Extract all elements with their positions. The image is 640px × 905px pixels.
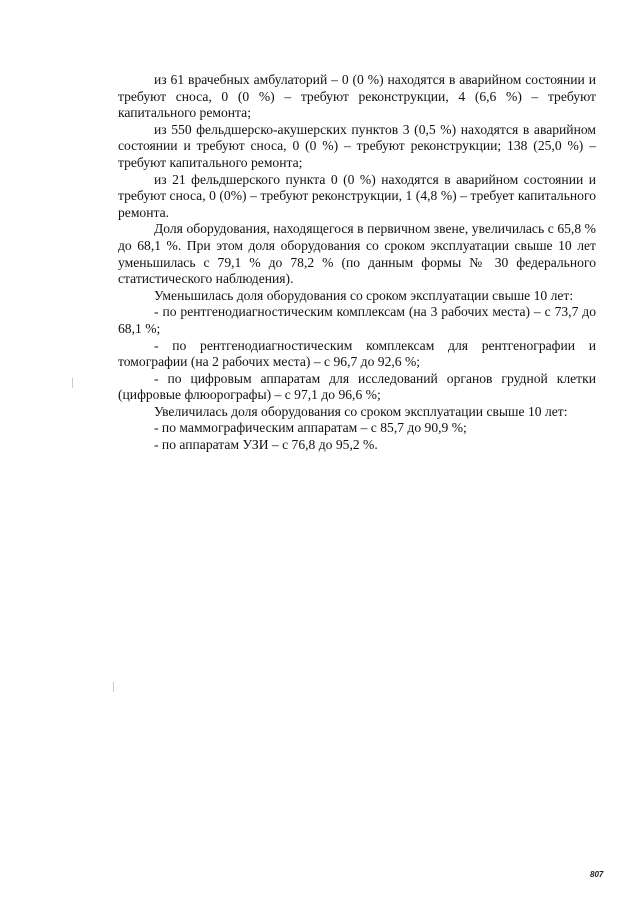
- paragraph-equipment-share: Доля оборудования, находящегося в первичном звене, увеличилась с 65,8 % до 68,1 %. При этом доля оборудования со сроком эксплуатации свыше 10 лет уменьшилась с 79,1 % до 78,2 % (по данным формы № 30 федерального статистического наблюдения).: [118, 221, 596, 287]
- list-item-xray-2-places: - по рентгенодиагностическим комплексам для рентгенографии и томографии (на 2 рабочих места) – с 96,7 до 92,6 %;: [118, 337, 596, 370]
- list-item-digital-fluorographs: - по цифровым аппаратам для исследований органов грудной клетки (цифровые флюорографы) – с 97,1 до 96,6 %;: [118, 370, 596, 403]
- paragraph-fap: из 550 фельдшерско-акушерских пунктов 3 (0,5 %) находятся в аварийном состоянии и требуют сноса, 0 (0 %) – требуют реконструкции; 138 (25,0 %) – требуют капитального ремонта;: [118, 121, 596, 170]
- list-item-xray-3-places: - по рентгенодиагностическим комплексам (на 3 рабочих места) – с 73,7 до 68,1 %;: [118, 304, 596, 336]
- paragraph-decreased-share: Уменьшилась доля оборудования со сроком эксплуатации свыше 10 лет:: [154, 287, 574, 303]
- list-item-ultrasound: - по аппаратам УЗИ – с 76,8 до 95,2 %.: [154, 437, 378, 453]
- paragraph-increased-share: Увеличилась доля оборудования со сроком эксплуатации свыше 10 лет:: [154, 403, 568, 419]
- list-item-mammography: - по маммографическим аппаратам – с 85,7 до 90,9 %;: [154, 420, 467, 436]
- page-number: 807: [590, 870, 604, 879]
- paragraph-feldsher-points: из 21 фельдшерского пункта 0 (0 %) находятся в аварийном состоянии и требуют сноса, 0 (0%) – требуют реконструкции, 1 (4,8 %) – требует капитального ремонта.: [118, 171, 596, 220]
- scan-artifact-line: [72, 378, 73, 388]
- scan-artifact-line: [113, 682, 114, 692]
- paragraph-ambulatories: из 61 врачебных амбулаторий – 0 (0 %) находятся в аварийном состоянии и требуют сноса, 0 (0 %) – требуют реконструкции, 4 (6,6 %) – требуют капитального ремонта;: [118, 72, 596, 121]
- document-body: [118, 72, 596, 454]
